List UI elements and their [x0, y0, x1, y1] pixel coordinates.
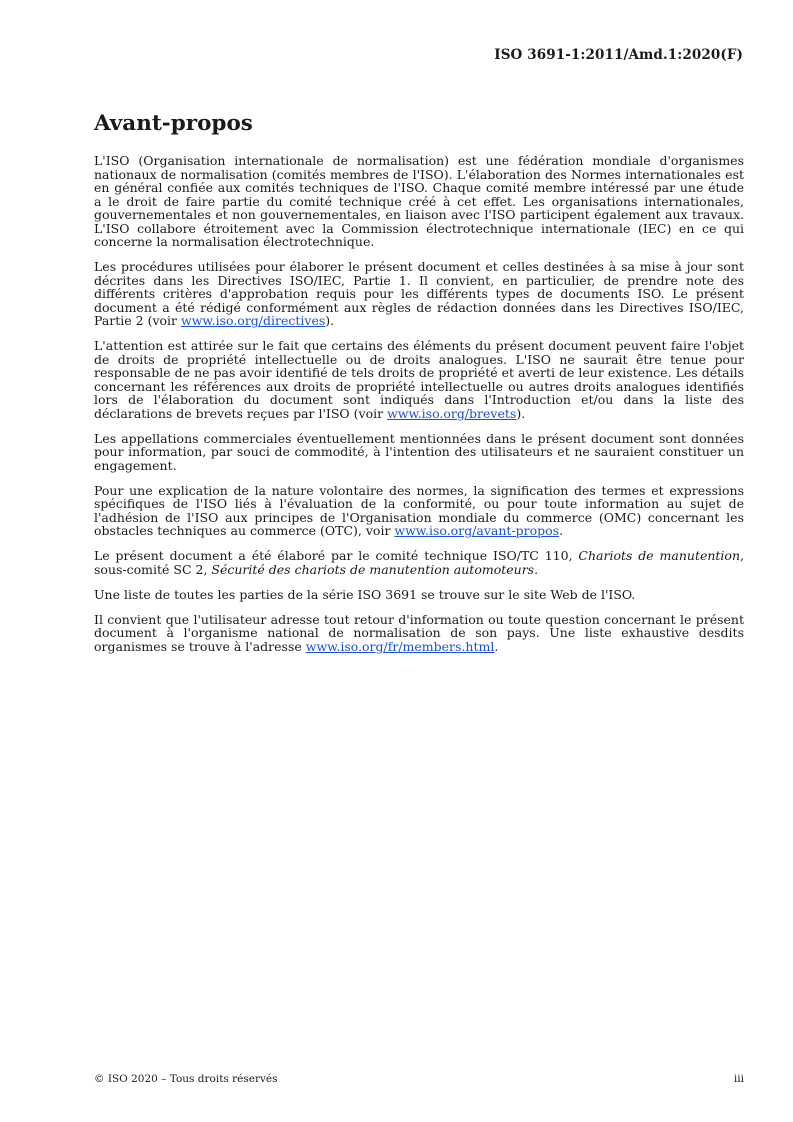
copyright-notice: © ISO 2020 – Tous droits réservés [94, 1073, 278, 1085]
foreword-link[interactable]: www.iso.org/avant-propos [394, 523, 560, 538]
paragraph-committee-text: Le présent document a été élaboré par le comité technique ISO/TC 110, [94, 548, 579, 563]
paragraph-voluntary-nature-end: . [559, 523, 564, 538]
paragraph-procedures [94, 260, 744, 328]
page-title: Avant-propos [94, 111, 253, 136]
subcommittee-title: Sécurité des chariots de manutention automoteurs [211, 561, 535, 577]
paragraph-procedures-end: ). [325, 313, 335, 328]
paragraph-series-list: Une liste de toutes les parties de la série ISO 3691 se trouve sur le site Web de l'ISO. [94, 586, 636, 602]
committee-title: Chariots de manutention [578, 548, 741, 563]
page-number: iii [733, 1073, 744, 1085]
foreword-body [94, 154, 744, 665]
paragraph-voluntary-nature [94, 484, 744, 538]
patents-link[interactable]: www.iso.org/brevets [387, 405, 517, 421]
paragraph-committee [94, 549, 744, 576]
paragraph-patents-text: L'attention est attirée sur le fait que certains des éléments du présent document peuvent faire l'objet de droits de propriété intellectuelle ou de droits analogues. L'ISO ne saurait être tenue pour responsable de ne pas avoir identifié de tels droits de propriété et averti de leur existence. Les détails concernant les références aux droits de propriété intellectuelle ou autres droits analogues identifiés lors de l'élaboration du document sont indiqués dans l'Introduction et/ou dans la liste des déclarations de brevets reçues par l'ISO (voir [94, 338, 744, 421]
members-link[interactable]: www.iso.org/fr/members.html [305, 638, 495, 654]
paragraph-feedback [94, 613, 744, 654]
document-identifier: ISO 3691-1:2011/Amd.1:2020(F) [494, 47, 743, 63]
paragraph-procedures-text: Les procédures utilisées pour élaborer le présent document et celles destinées à sa mise à jour sont décrites dans les Directives ISO/IEC, Partie 1. Il convient, en particulier, de prendre note des différents critères d'approbation requis pour les différents types de documents ISO. Le présent document a été rédigé conformément aux règles de rédaction données dans les Directives ISO/IEC, Partie 2 (voir [94, 259, 744, 328]
paragraph-iso-organisation: L'ISO (Organisation internationale de normalisation) est une fédération mondiale d'organismes nationaux de normalisation (comités membres de l'ISO). L'élaboration des Normes internationales est en général confiée aux comités techniques de l'ISO. Chaque comité membre intéressé par une étude a le droit de faire partie du comité technique créé à cet effet. Les organisations internationales, gouvernementales et non gouvernementales, en liaison avec l'ISO participent également aux travaux. L'ISO collabore étroitement avec la Commission électrotechnique internationale (IEC) en ce qui concerne la normalisation électrotechnique. [94, 153, 744, 249]
paragraph-trade-names: Les appellations commerciales éventuellement mentionnées dans le présent document sont données pour information, par souci de commodité, à l'intention des utilisateurs et ne sauraient constituer un engagement. [94, 430, 744, 473]
paragraph-feedback-end: . [494, 638, 499, 654]
paragraph-committee-end: . [534, 561, 539, 577]
paragraph-voluntary-nature-text: Pour une explication de la nature volontaire des normes, la signification des termes et expressions spécifiques de l'ISO liés à l'évaluation de la conformité, ou pour toute information au sujet de l'adhésion de l'ISO aux principes de l'Organisation mondiale du commerce (OMC) concernant les obstacles techniques au commerce (OTC), voir [94, 482, 744, 538]
paragraph-feedback-text: Il convient que l'utilisateur adresse tout retour d'information ou toute question concernant le présent document à l'organisme national de normalisation de son pays. Une liste exhaustive desdits organismes se trouve à l'adresse [94, 611, 744, 654]
paragraph-patents-end: ). [516, 405, 526, 421]
paragraph-patents [94, 339, 744, 420]
page-footer [94, 1073, 744, 1085]
directives-link[interactable]: www.iso.org/directives [181, 313, 326, 328]
paragraph-committee-mid: , sous-comité SC 2, [94, 548, 744, 577]
